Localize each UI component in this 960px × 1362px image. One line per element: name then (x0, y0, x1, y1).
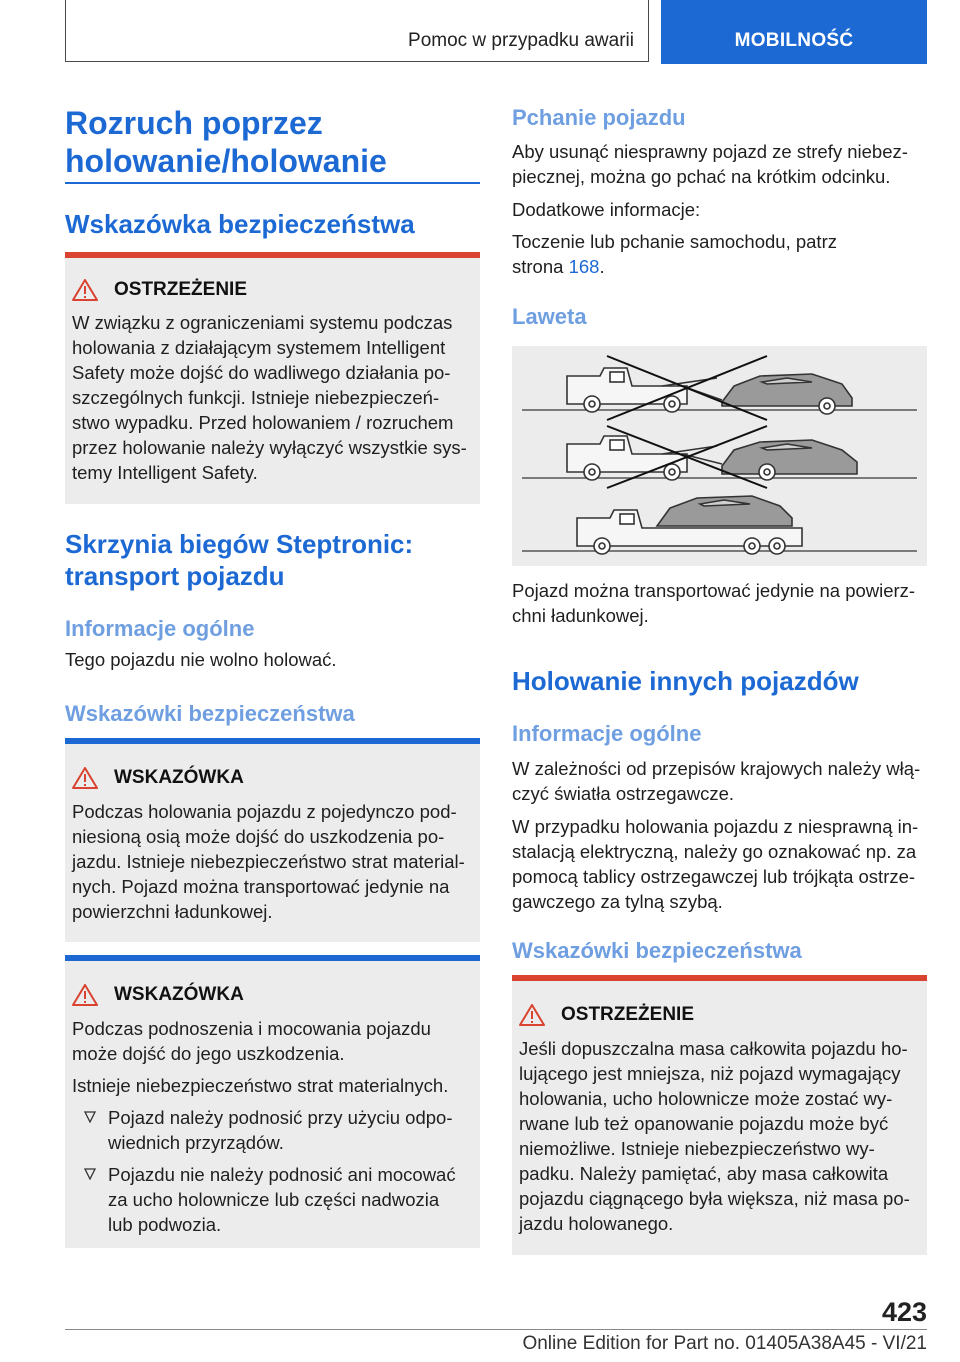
notice-text-line: nych. Pojazd można transportować jedynie na (72, 876, 450, 897)
notice-text-line: Podczas podnoszenia i mocowania pojazdu (72, 1018, 431, 1039)
electrical-failure-line: W przypadku holowania pojazdu z niesprawną in- (512, 816, 919, 837)
title-divider (65, 182, 480, 184)
warning-text-line: pojazdu ciągnącego była większa, niż masa po- (519, 1188, 910, 1209)
bullet-triangle-icon (72, 1105, 108, 1155)
electrical-failure-line: pomocą tablicy ostrzegawczej lub trójkąta ostrze- (512, 866, 916, 887)
notice-box-header (72, 983, 244, 1007)
steptronic-heading (65, 528, 413, 592)
notice-text-line: powierzchni ładunkowej. (72, 901, 273, 922)
towing-illustration (512, 346, 927, 566)
warning-box-header (72, 278, 247, 302)
warning-text-line: padku. Należy pamiętać, aby masa całkowita (519, 1163, 889, 1184)
list-item (72, 1162, 475, 1237)
warning-box-header (519, 1003, 694, 1027)
warning-label: OSTRZEŻENIE (114, 279, 248, 300)
page-title (65, 104, 387, 180)
page-header (65, 0, 927, 64)
towing-methods-illustration (512, 346, 927, 566)
warning-label: OSTRZEŻENIE (561, 1004, 695, 1025)
page-link[interactable]: 168 (568, 256, 600, 277)
list-item-line: wiednich przyrządów. (108, 1132, 284, 1153)
list-item-text (108, 1162, 475, 1237)
rolling-prefix: strona (512, 256, 569, 277)
list-item-line: Pojazdu nie należy podnosić ani mocować (108, 1164, 456, 1185)
general-info-text: Tego pojazdu nie wolno holować. (65, 649, 337, 670)
warning-box-2 (512, 975, 927, 1255)
additional-info-label: Dodatkowe informacje: (512, 199, 701, 220)
page-number: 423 (881, 1297, 927, 1327)
footer-edition: Online Edition for Part no. 01405A38A45 - VI/21 (522, 1333, 927, 1354)
warning-text-line: Safety może dojść do wadliwego działania po- (72, 362, 451, 383)
list-item-line: lub podwozia. (108, 1214, 222, 1235)
warning-triangle-icon (72, 279, 98, 301)
warning-box-bar (65, 252, 480, 258)
list-item-line: Pojazd należy podnosić przy użyciu odpo- (108, 1107, 453, 1128)
warning-text (519, 1036, 922, 1236)
notice-box-1 (65, 738, 480, 942)
notice-text-line: może dojść do jego uszkodzenia. (72, 1043, 345, 1064)
list-item-line: za ucho holownicze lub części nadwozia (108, 1189, 440, 1210)
towing-other-heading: Holowanie innych pojazdów (512, 666, 859, 696)
warning-text-line: W związku z ograniczeniami systemu podczas (72, 312, 453, 333)
safety-heading: Wskazówka bezpieczeństwa (65, 209, 415, 239)
warning-text-line: holowania z działającym systemem Intelligent (72, 337, 446, 358)
flatbed-text-line: chni ładunkowej. (512, 605, 649, 626)
rolling-reference (512, 229, 927, 279)
notice-box-bar (65, 738, 480, 744)
header-section-box (65, 0, 649, 62)
general-info-text-right (512, 756, 927, 806)
page-title-line2: holowanie/holowanie (65, 143, 387, 179)
page-title-line1: Rozruch poprzez (65, 105, 323, 141)
general-info-heading: Informacje ogólne (65, 616, 255, 641)
header-chapter-tab[interactable] (661, 0, 927, 64)
warning-text-line: szczególnych funkcji. Istnieje niebezpieczeń- (72, 387, 440, 408)
rolling-reference-line (512, 254, 927, 279)
flatbed-text (512, 578, 927, 628)
pushing-text (512, 139, 927, 189)
electrical-failure-line: stalacją elektryczną, należy go oznakować np. za (512, 841, 917, 862)
warning-triangle-icon (72, 767, 98, 789)
warning-text-line: przez holowanie należy wyłączyć wszystkie sys- (72, 437, 467, 458)
electrical-failure-text (512, 814, 927, 914)
warning-text-line: Jeśli dopuszczalna masa całkowita pojazdu ho- (519, 1038, 908, 1059)
notice-text-risk: Istnieje niebezpieczeństwo strat materialnych. (72, 1075, 449, 1096)
warning-box-bar (512, 975, 927, 981)
notice-text-line: niesioną osią może dojść do uszkodzenia po- (72, 826, 445, 847)
electrical-failure-line: gawczego za tylną szybą. (512, 891, 723, 912)
warning-text-line: jazdu holowanego. (519, 1213, 674, 1234)
rolling-reference-line: Toczenie lub pchanie samochodu, patrz (512, 231, 837, 252)
notice-text-line: jazdu. Istnieje niebezpieczeństwo strat material- (72, 851, 465, 872)
notice-box-2 (65, 955, 480, 1248)
warning-triangle-icon (72, 984, 98, 1006)
list-item-text (108, 1105, 475, 1155)
header-chapter-title: MOBILNOŚĆ (734, 30, 854, 51)
bullet-triangle-icon (72, 1162, 108, 1237)
warning-text-line: holowania, ucho holownicze może zostać wy- (519, 1088, 893, 1109)
footer-divider (65, 1329, 927, 1330)
notice-box-header (72, 766, 244, 790)
notice-text (72, 799, 475, 924)
warning-text-line: rwane lub też opanowanie pojazdu może być (519, 1113, 889, 1134)
header-section-title: Pomoc w przypadku awarii (408, 30, 634, 51)
warning-triangle-icon (519, 1004, 545, 1026)
steptronic-heading-line1: Skrzynia biegów Steptronic: (65, 529, 414, 559)
notice-box-bar (65, 955, 480, 961)
notice-label: WSKAZÓWKA (114, 767, 244, 788)
notice-label: WSKAZÓWKA (114, 984, 244, 1005)
warning-text (72, 310, 475, 485)
safety-notes-heading: Wskazówki bezpieczeństwa (65, 701, 355, 726)
general-info-line: W zależności od przepisów krajowych należy włą- (512, 758, 921, 779)
steptronic-heading-line2: transport pojazdu (65, 561, 285, 591)
flatbed-heading: Laweta (512, 304, 587, 329)
pushing-text-line: piecznej, można go pchać na krótkim odcinku. (512, 166, 891, 187)
pushing-text-line: Aby usunąć niesprawny pojazd ze strefy niebez- (512, 141, 908, 162)
safety-notes-heading-right: Wskazówki bezpieczeństwa (512, 938, 802, 963)
rolling-suffix: . (599, 256, 605, 277)
warning-text-line: niemożliwe. Istnieje niebezpieczeństwo wy- (519, 1138, 875, 1159)
notice-text-line: Podczas holowania pojazdu z pojedynczo pod- (72, 801, 457, 822)
pushing-heading: Pchanie pojazdu (512, 105, 686, 130)
warning-text-line: temy Intelligent Safety. (72, 462, 258, 483)
warning-box-1 (65, 252, 480, 504)
warning-text-line: lującego jest mniejsza, niż pojazd wymagający (519, 1063, 901, 1084)
list-item (72, 1105, 475, 1155)
general-info-line: czyć światła ostrzegawcze. (512, 783, 735, 804)
notice-text (72, 1016, 475, 1066)
flatbed-text-line: Pojazd można transportować jedynie na powierz- (512, 580, 916, 601)
general-info-heading-right: Informacje ogólne (512, 721, 702, 746)
warning-text-line: stwo wypadku. Przed holowaniem / rozruchem (72, 412, 454, 433)
